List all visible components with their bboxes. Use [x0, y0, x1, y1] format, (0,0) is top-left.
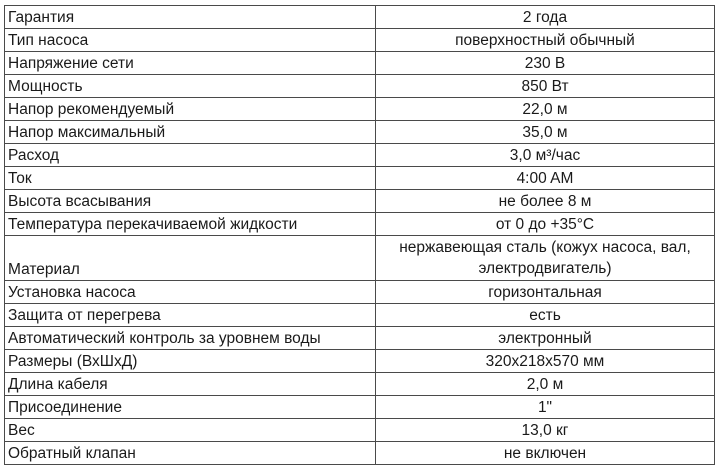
- spec-value: есть: [376, 304, 715, 327]
- spec-name: Материал: [5, 236, 376, 281]
- spec-row-overheat-protection: [5, 304, 715, 327]
- specs-table: [4, 5, 715, 465]
- spec-row-suction-height: [5, 190, 715, 213]
- spec-value: поверхностный обычный: [376, 29, 715, 52]
- spec-name: Установка насоса: [5, 281, 376, 304]
- spec-value: 850 Вт: [376, 75, 715, 98]
- spec-row-liquid-temperature: [5, 213, 715, 236]
- spec-value: не включен: [376, 442, 715, 465]
- spec-name: Мощность: [5, 75, 376, 98]
- spec-value: не более 8 м: [376, 190, 715, 213]
- spec-row-installation: [5, 281, 715, 304]
- spec-name: Длина кабеля: [5, 373, 376, 396]
- spec-name: Напор рекомендуемый: [5, 98, 376, 121]
- spec-value: 230 В: [376, 52, 715, 75]
- spec-name: Температура перекачиваемой жидкости: [5, 213, 376, 236]
- spec-row-water-level-control: [5, 327, 715, 350]
- spec-row-current: [5, 167, 715, 190]
- spec-row-voltage: [5, 52, 715, 75]
- spec-row-flow: [5, 144, 715, 167]
- spec-value: 35,0 м: [376, 121, 715, 144]
- spec-value: 1": [376, 396, 715, 419]
- spec-row-check-valve: [5, 442, 715, 465]
- spec-value: от 0 до +35°C: [376, 213, 715, 236]
- spec-name: Ток: [5, 167, 376, 190]
- spec-value: 13,0 кг: [376, 419, 715, 442]
- spec-name: Напор максимальный: [5, 121, 376, 144]
- spec-name: Вес: [5, 419, 376, 442]
- spec-value: нержавеющая сталь (кожух насоса, вал, электродвигатель): [376, 236, 715, 281]
- spec-value: 4:00 AM: [376, 167, 715, 190]
- spec-value: 2,0 м: [376, 373, 715, 396]
- spec-row-power: [5, 75, 715, 98]
- spec-value: горизонтальная: [376, 281, 715, 304]
- spec-name: Тип насоса: [5, 29, 376, 52]
- spec-name: Присоединение: [5, 396, 376, 419]
- spec-row-warranty: [5, 6, 715, 29]
- spec-value: 22,0 м: [376, 98, 715, 121]
- spec-name: Расход: [5, 144, 376, 167]
- spec-row-head-recommended: [5, 98, 715, 121]
- spec-row-connection: [5, 396, 715, 419]
- spec-name: Высота всасывания: [5, 190, 376, 213]
- spec-value: 2 года: [376, 6, 715, 29]
- spec-value: 320x218x570 мм: [376, 350, 715, 373]
- spec-name: Автоматический контроль за уровнем воды: [5, 327, 376, 350]
- spec-row-head-max: [5, 121, 715, 144]
- spec-row-material: [5, 236, 715, 281]
- spec-row-weight: [5, 419, 715, 442]
- spec-name: Обратный клапан: [5, 442, 376, 465]
- spec-row-dimensions: [5, 350, 715, 373]
- spec-name: Гарантия: [5, 6, 376, 29]
- spec-row-pump-type: [5, 29, 715, 52]
- spec-row-cable-length: [5, 373, 715, 396]
- spec-value: электронный: [376, 327, 715, 350]
- spec-name: Размеры (ВхШхД): [5, 350, 376, 373]
- spec-value: 3,0 м³/час: [376, 144, 715, 167]
- spec-name: Напряжение сети: [5, 52, 376, 75]
- spec-name: Защита от перегрева: [5, 304, 376, 327]
